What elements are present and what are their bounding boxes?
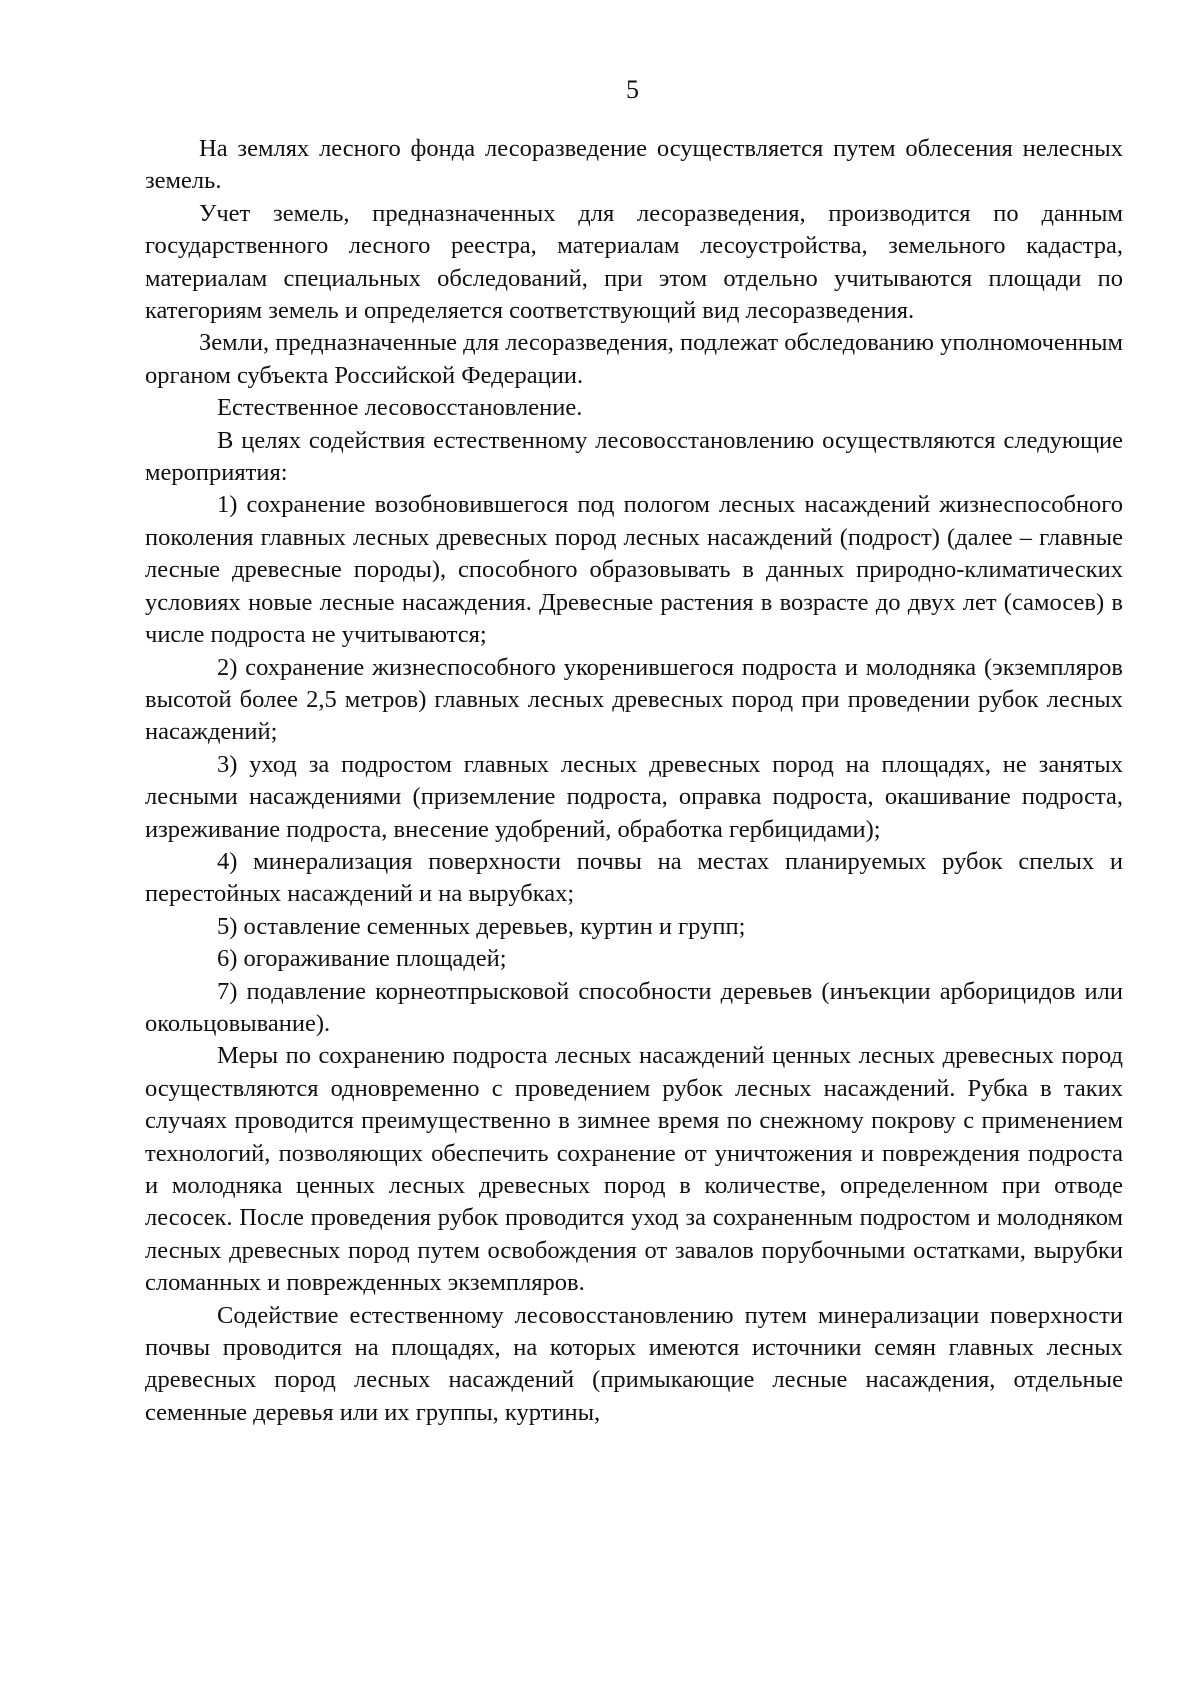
list-item: 3) уход за подростом главных лесных древесных пород на площадях, не занятых лесными насаждениями (приземление подроста, оправка подроста, окашивание подроста, изреживание подроста, внесение удобрений, обработка гербицидами); [145, 750, 1123, 843]
list-item: 1) сохранение возобновившегося под пологом лесных насаждений жизнеспособного поколения главных лесных древесных пород лесных насаждений (подрост) (далее – главные лесные древесные породы), способного образовывать в данных природно-климатических условиях новые лесные насаждения. Древесные растения в возрасте до двух лет (самосев) в числе подроста не учитываются; [145, 491, 1123, 649]
paragraph: Учет земель, предназначенных для лесоразведения, производится по данным государственного лесного реестра, материалам лесоустройства, земельного кадастра, материалам специальных обследований, при этом отдельно учитываются площади по категориям земель и определяется соответствующий вид лесоразведения. [145, 199, 1123, 325]
paragraph: Содействие естественному лесовосстановлению путем минерализации поверхности почвы проводится на площадях, на которых имеются источники семян главных лесных древесных пород лесных насаждений (примыкающие лесные насаждения, отдельные семенные деревья или их группы, куртины, [145, 1301, 1123, 1426]
list-item: 6) огораживание площадей; [217, 945, 507, 973]
list-item: 5) оставление семенных деревьев, куртин и групп; [217, 912, 746, 940]
list-item: 2) сохранение жизнеспособного укоренившегося подроста и молодняка (экземпляров высотой более 2,5 метров) главных лесных древесных пород при проведении рубок лесных насаждений; [145, 653, 1123, 746]
document-body [145, 133, 1123, 1429]
paragraph: Меры по сохранению подроста лесных насаждений ценных лесных древесных пород осуществляются одновременно с проведением рубок лесных насаждений. Рубка в таких случаях проводится преимущественно в зимнее время по снежному покрову с применением технологий, позволяющих обеспечить сохранение от уничтожения и повреждения подроста и молодняка ценных лесных древесных пород в количестве, определенном при отводе лесосек. После проведения рубок проводится уход за сохраненным подростом и молодняком лесных древесных пород путем освобождения от завалов порубочными остатками, вырубки сломанных и поврежденных экземпляров. [145, 1042, 1123, 1297]
list-item: 4) минерализация поверхности почвы на местах планируемых рубок спелых и перестойных насаждений и на вырубках; [145, 847, 1123, 908]
paragraph: На землях лесного фонда лесоразведение осуществляется путем облесения нелесных земель. [145, 135, 1123, 195]
paragraph: Земли, предназначенные для лесоразведения, подлежат обследованию уполномоченным органом субъекта Российской Федерации. [145, 329, 1123, 389]
paragraph: В целях содействия естественному лесовосстановлению осуществляются следующие мероприятия: [145, 426, 1123, 487]
page-number: 5 [626, 75, 639, 104]
section-heading: Естественное лесовосстановление. [217, 394, 583, 422]
list-item: 7) подавление корнеотпрысковой способности деревьев (инъекции арборицидов или окольцовывание). [145, 977, 1123, 1037]
